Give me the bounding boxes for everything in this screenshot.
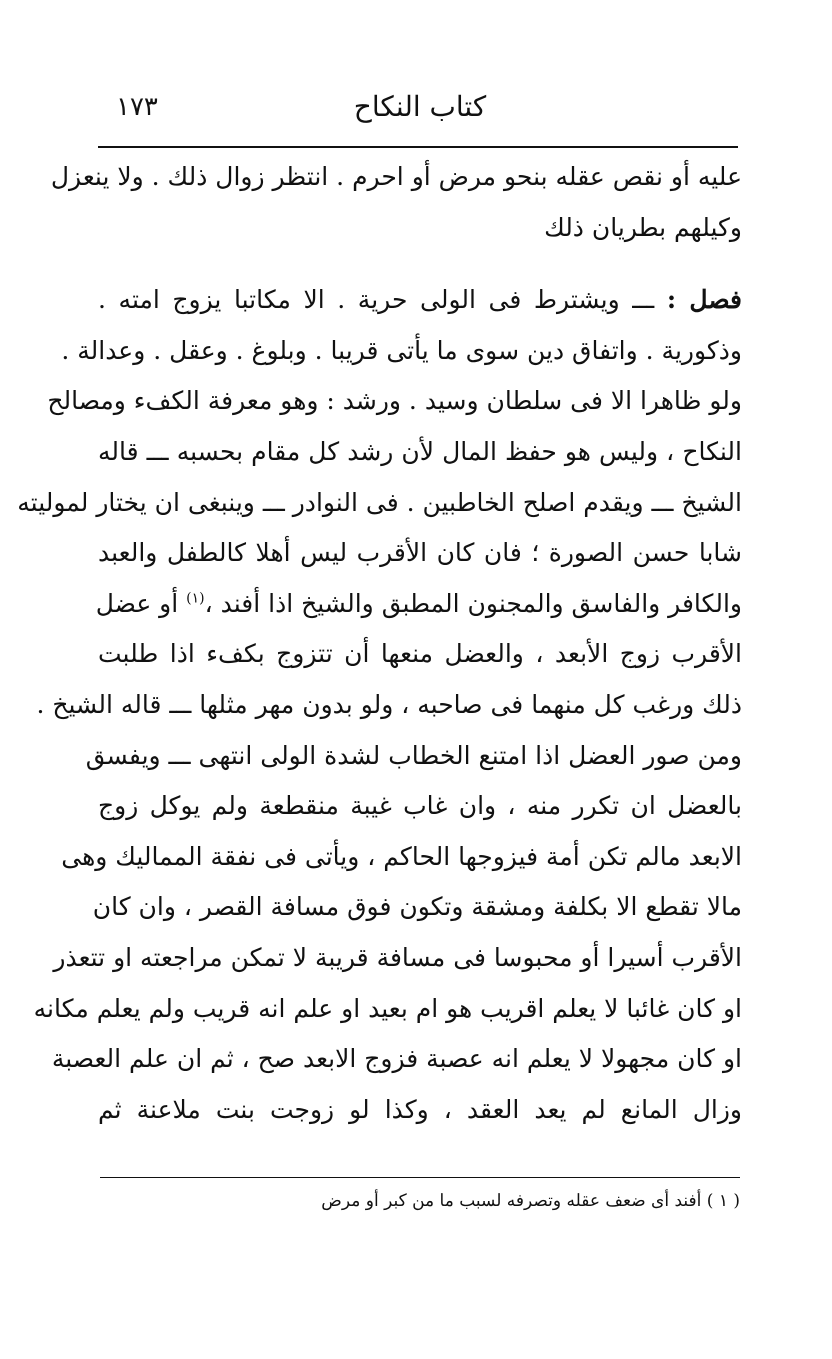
text-line: عليه أو نقص عقله بنحو مرض أو احرم . انتظر زوال ذلك . ولا ينعزل [50, 162, 742, 191]
body-text [17, 152, 742, 1135]
text-segment: والكافر والفاسق والمجنون المطبق والشيخ اذا أفند ، [204, 588, 742, 618]
text-line: الابعد مالم تكن أمة فيزوجها الحاكم ، ويأتى فى نفقة المماليك وهى [61, 841, 742, 871]
text-line: وكيلهم بطريان ذلك [544, 212, 742, 242]
section-label: فصل : [666, 285, 742, 315]
chapter-title: كتاب النكاح [353, 90, 487, 123]
text-line: الأقرب أسيرا أو محبوسا فى مسافة قريبة لا تمكن مراجعته او تتعذر [53, 942, 742, 972]
text-line: او كان مجهولا لا يعلم انه عصبة فزوج الابعد صح ، ثم ان علم العصبة [51, 1044, 742, 1074]
text-line: بالعضل ان تكرر منه ، وان غاب غيبة منقطعة ولم يوكل زوج [98, 791, 742, 821]
text-line: وزال المانع لم يعد العقد ، وكذا لو زوجت بنت ملاعنة ثم [98, 1094, 742, 1124]
running-header [100, 88, 740, 132]
header-rule [98, 146, 738, 148]
footnote: ( ١ ) أفند أى ضعف عقله وتصرفه لسبب ما من كبر أو مرض [321, 1191, 740, 1211]
text-segment: أو عضل [95, 588, 179, 618]
page-number: ١٧٣ [116, 92, 158, 122]
text-line: ومن صور العضل اذا امتنع الخطاب لشدة الولى انتهى ـــ ويفسق [85, 740, 742, 770]
footnote-rule [100, 1177, 740, 1178]
section-line [98, 275, 742, 326]
text-line: او كان غائبا لا يعلم اقريب هو ام بعيد او علم انه قريب ولم يعلم مكانه [33, 993, 742, 1023]
text-line-with-ref [95, 579, 742, 630]
section-text: ـــ ويشترط فى الولى حرية . الا مكاتبا يزوج امته . [98, 285, 655, 315]
text-line: وذكورية . واتفاق دين سوى ما يأتى قريبا . وبلوغ . وعقل . وعدالة . [61, 335, 742, 365]
text-line: مالا تقطع الا بكلفة ومشقة وتكون فوق مسافة القصر ، وان كان [92, 892, 742, 922]
text-line: شابا حسن الصورة ؛ فان كان الأقرب ليس أهلا كالطفل والعبد [98, 538, 742, 568]
footnote-ref: (١) [186, 590, 205, 607]
text-line: النكاح ، وليس هو حفظ المال لأن رشد كل مقام بحسبه ـــ قاله [98, 436, 742, 466]
text-line: ذلك ورغب كل منهما فى صاحبه ، ولو بدون مهر مثلها ـــ قاله الشيخ . [36, 689, 742, 719]
text-line: الشيخ ـــ ويقدم اصلح الخاطبين . فى النوادر ـــ وينبغى ان يختار لموليته [17, 487, 742, 517]
text-line: الأقرب زوج الأبعد ، والعضل منعها أن تتزوج بكفء اذا طلبت [98, 639, 742, 669]
text-line: ولو ظاهرا الا فى سلطان وسيد . ورشد : وهو معرفة الكفء ومصالح [47, 386, 742, 416]
